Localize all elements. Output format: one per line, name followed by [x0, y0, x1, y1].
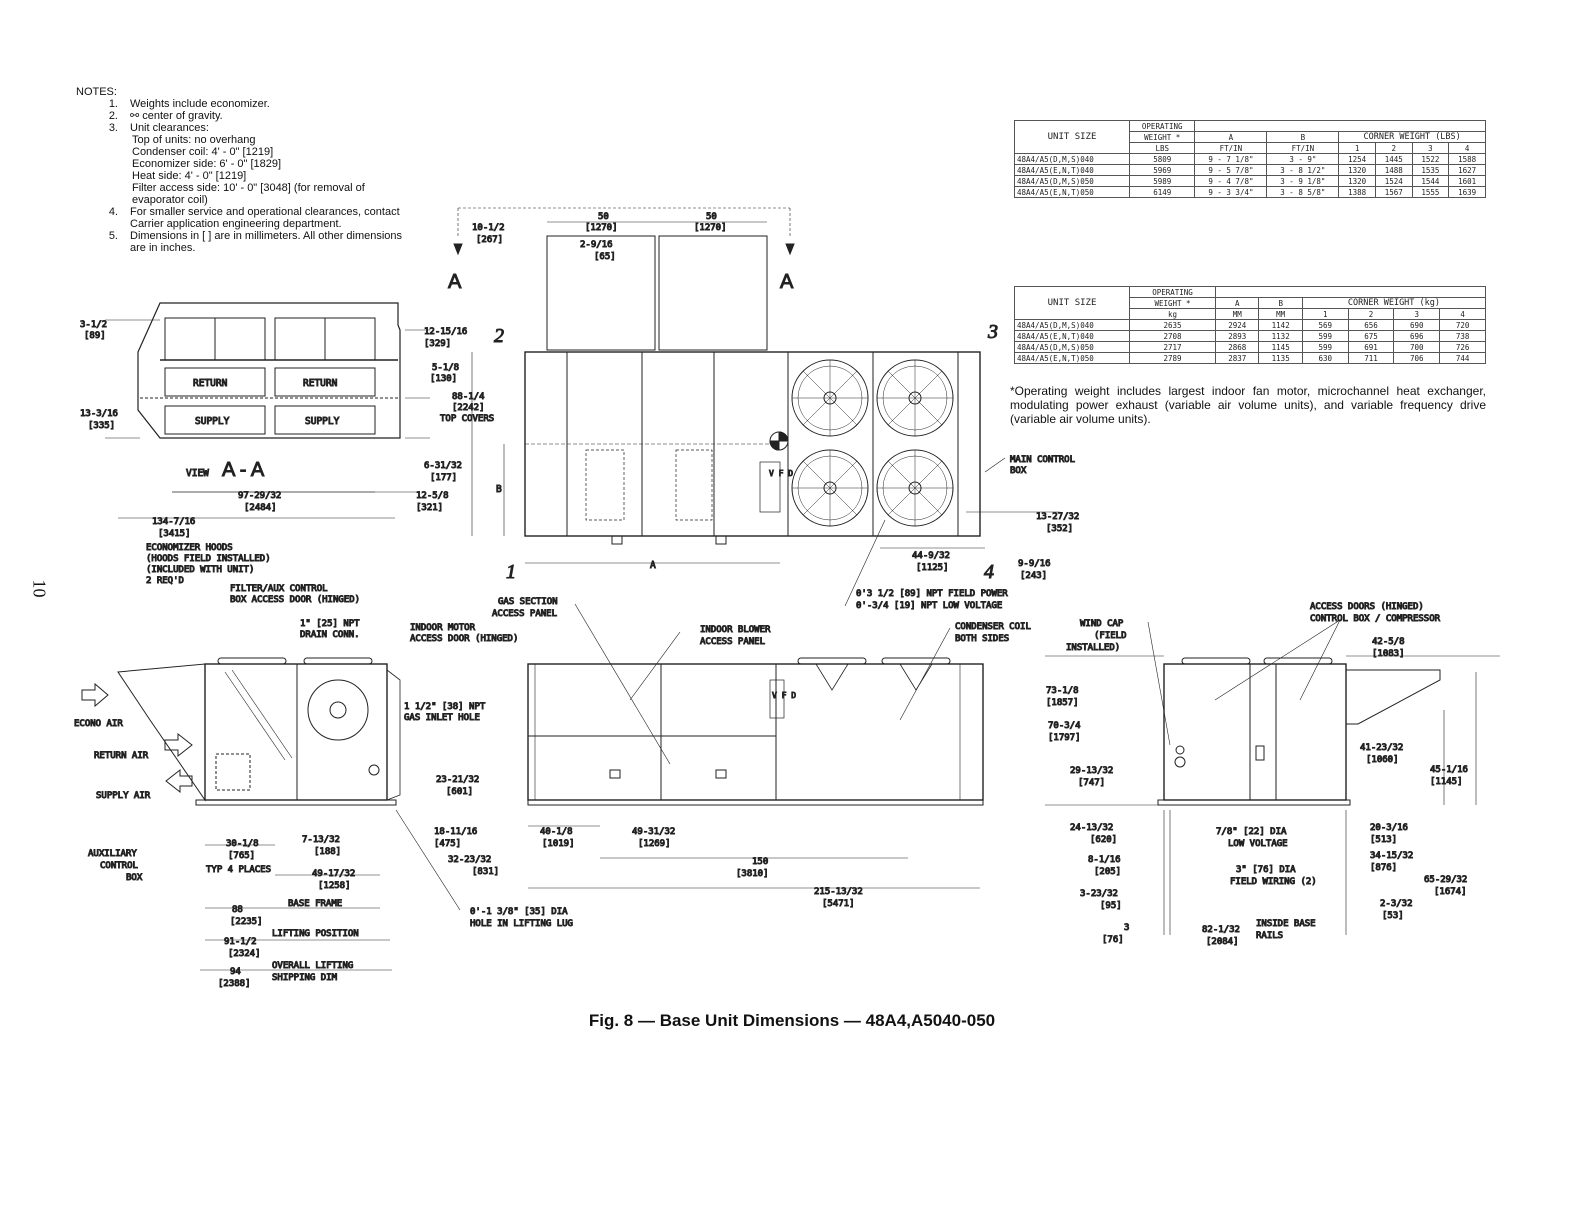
table-cell: 2837	[1216, 353, 1259, 364]
dim-label: 3-1/2	[80, 320, 108, 330]
overall-lifting-label: OVERALL LIFTING	[272, 961, 354, 971]
table-cell: 2635	[1130, 320, 1216, 331]
center-of-gravity-icon	[770, 432, 788, 450]
note-item: 1. Weights include economizer.	[108, 98, 270, 110]
dim-label: 2-9/16	[580, 240, 613, 250]
dim-label: 150	[752, 857, 769, 867]
dim-label: 49-17/32	[312, 869, 356, 879]
table-header: OPERATING	[1130, 121, 1195, 132]
table-cell: 5969	[1130, 165, 1195, 176]
dim-label: 9-9/16	[1018, 559, 1051, 569]
dim-label: [352]	[1046, 524, 1074, 534]
dim-label: [1797]	[1048, 733, 1081, 743]
table-cell: 1320	[1339, 165, 1376, 176]
center-of-gravity-icon: ⚯	[130, 110, 140, 122]
corner-3-label: 3	[988, 321, 998, 343]
table-cell: 1522	[1412, 154, 1449, 165]
table-header: B	[1267, 132, 1339, 143]
table-header: B	[1259, 298, 1302, 309]
dim-label: [2324]	[228, 949, 261, 959]
table-cell: 1132	[1259, 331, 1302, 342]
dim-label: 34-15/32	[1370, 851, 1414, 861]
condenser-coil-label: BOTH SIDES	[955, 634, 1010, 644]
dim-label: 6-31/32	[424, 461, 462, 471]
dim-label: [177]	[430, 473, 458, 483]
dim-label: [5471]	[822, 899, 855, 909]
dim-label: [329]	[424, 339, 452, 349]
dim-label: [335]	[88, 421, 116, 431]
table-cell: 9 - 7 1/8"	[1195, 154, 1267, 165]
table-cell: 1135	[1259, 353, 1302, 364]
economizer-hoods-label: (HOODS FIELD INSTALLED)	[146, 554, 271, 564]
table-cell: 711	[1348, 353, 1394, 364]
dim-label: 45-1/16	[1430, 765, 1468, 775]
aux-control-label: AUXILIARY	[88, 849, 137, 859]
view-aa-view-label: VIEW	[186, 468, 209, 479]
table-cell: 3 - 8 1/2"	[1267, 165, 1339, 176]
dim-a-label: A	[650, 560, 656, 571]
table-cell: 5809	[1130, 154, 1195, 165]
dim-label: 8-1/16	[1088, 855, 1121, 865]
condenser-fan-icon	[792, 450, 868, 526]
unit-size-cell: 48A4/A5(D,M,S)050	[1015, 176, 1130, 187]
table-cell: 1488	[1375, 165, 1412, 176]
dim-label: [89]	[84, 331, 106, 341]
clearance-line: evaporator coil)	[132, 194, 208, 206]
table-cell: 1627	[1449, 165, 1486, 176]
condenser-fan-icon	[877, 450, 953, 526]
table-unit: FT/IN	[1195, 143, 1267, 154]
table-cell: 726	[1440, 342, 1486, 353]
dim-label: [601]	[446, 787, 474, 797]
dim-label: 88-1/4	[452, 392, 485, 402]
note-item: 5. Dimensions in [ ] are in millimeters. All other dimensions are in inches.	[108, 230, 403, 254]
dim-label: [65]	[594, 252, 616, 262]
indoor-motor-label: INDOOR MOTOR	[410, 623, 476, 633]
dim-label: 73-1/8	[1046, 686, 1079, 696]
dim-label: 29-13/32	[1070, 766, 1114, 776]
filter-access-label: BOX ACCESS DOOR (HINGED)	[230, 595, 361, 605]
dim-label: [1060]	[1366, 755, 1399, 765]
table-cell: 9 - 3 3/4"	[1195, 187, 1267, 198]
typ-places-label: TYP 4 PLACES	[206, 865, 272, 875]
page-number: 10	[29, 579, 50, 598]
dim-label: [831]	[472, 867, 500, 877]
return-air-label: RETURN AIR	[94, 751, 149, 761]
dim-label: [130]	[430, 374, 458, 384]
unit-size-cell: 48A4/A5(D,M,S)040	[1015, 320, 1130, 331]
view-aa	[105, 303, 430, 492]
table-unit: kg	[1130, 309, 1216, 320]
corner-4-label: 4	[984, 561, 994, 583]
table-cell: 1142	[1259, 320, 1302, 331]
dim-label: [2388]	[218, 979, 251, 989]
inside-base-rails-label: RAILS	[1256, 931, 1284, 941]
low-voltage-hole-label: LOW VOLTAGE	[1228, 839, 1288, 849]
dim-label: 91-1/2	[224, 937, 257, 947]
dim-label: [747]	[1078, 778, 1106, 788]
dim-label: [1269]	[638, 839, 671, 849]
indoor-blower-label: INDOOR BLOWER	[700, 625, 771, 635]
table-cell: 2717	[1130, 342, 1216, 353]
table-header: UNIT SIZE	[1015, 121, 1130, 154]
table-unit: FT/IN	[1267, 143, 1339, 154]
clearance-line: Condenser coil: 4' - 0" [1219]	[132, 146, 274, 158]
table-cell: 2789	[1130, 353, 1216, 364]
dim-label: 2-3/32	[1380, 899, 1413, 909]
economizer-hoods-label: 2 REQ'D	[146, 576, 184, 586]
base-frame-label: BASE FRAME	[288, 899, 343, 909]
unit-size-cell: 48A4/A5(E,N,T)050	[1015, 187, 1130, 198]
table-cell: 2868	[1216, 342, 1259, 353]
unit-size-cell: 48A4/A5(D,M,S)050	[1015, 342, 1130, 353]
table-header: A	[1216, 298, 1259, 309]
dim-label: [3810]	[736, 869, 769, 879]
dim-label: [1125]	[916, 563, 949, 573]
table-cell: 656	[1348, 320, 1394, 331]
table-cell: 1445	[1375, 154, 1412, 165]
aux-control-label: CONTROL	[100, 861, 138, 871]
dim-label: [321]	[416, 503, 444, 513]
econo-air-label: ECONO AIR	[74, 719, 123, 729]
table-header: CORNER WEIGHT (kg)	[1302, 298, 1485, 309]
supply-air-label: SUPPLY AIR	[96, 791, 151, 801]
indoor-blower-label: ACCESS PANEL	[700, 637, 766, 647]
table-cell: 1567	[1375, 187, 1412, 198]
dim-label: 24-13/32	[1070, 823, 1114, 833]
dim-label: 42-5/8	[1372, 637, 1405, 647]
low-voltage-hole-label: 7/8" [22] DIA	[1216, 827, 1287, 837]
dim-label: [1019]	[542, 839, 575, 849]
dim-label: 215-13/32	[814, 887, 863, 897]
condenser-fan-icon	[792, 360, 868, 436]
note-item: 4. For smaller service and operational clearances, contact Carrier application engineering department.	[108, 206, 400, 230]
table-header: OPERATING	[1130, 287, 1216, 298]
dim-label: [1270]	[694, 223, 727, 233]
section-a-marker-right: A	[780, 271, 794, 293]
dim-label: [205]	[1094, 867, 1122, 877]
table-cell: 569	[1302, 320, 1348, 331]
table-unit: MM	[1259, 309, 1302, 320]
view-aa-supply-label: SUPPLY	[195, 416, 230, 427]
table-cell: 599	[1302, 331, 1348, 342]
dim-b-label: B	[496, 484, 502, 495]
wind-cap-label: INSTALLED)	[1066, 643, 1121, 653]
access-doors-label: ACCESS DOORS (HINGED)	[1310, 602, 1424, 612]
table-header: WEIGHT *	[1130, 132, 1195, 143]
indoor-motor-label: ACCESS DOOR (HINGED)	[410, 634, 519, 644]
table-cell: 2708	[1130, 331, 1216, 342]
corner-2-label: 2	[494, 325, 504, 347]
condenser-coil-label: CONDENSER COIL	[955, 622, 1031, 632]
table-cell: 5989	[1130, 176, 1195, 187]
lifting-lug-label: 0'-1 3/8" [35] DIA	[470, 907, 568, 917]
table-cell: 738	[1440, 331, 1486, 342]
table-cell: 1388	[1339, 187, 1376, 198]
wind-cap-label: WIND CAP	[1080, 619, 1124, 629]
table-cell: 3 - 9 1/8"	[1267, 176, 1339, 187]
table-cell: 691	[1348, 342, 1394, 353]
gas-inlet-label: GAS INLET HOLE	[404, 713, 480, 723]
unit-size-cell: 48A4/A5(E,N,T)050	[1015, 353, 1130, 364]
dim-label: [2484]	[244, 503, 277, 513]
dim-label: 70-3/4	[1048, 721, 1081, 731]
dim-label: [513]	[1370, 835, 1398, 845]
table-unit: 2	[1348, 309, 1394, 320]
table-cell: 700	[1394, 342, 1440, 353]
table-unit: 1	[1339, 143, 1376, 154]
dim-label: [3415]	[158, 529, 191, 539]
dim-label: 97-29/32	[238, 491, 282, 501]
dim-label: 65-29/32	[1424, 875, 1468, 885]
dim-label: [475]	[434, 839, 462, 849]
dim-label: [2084]	[1206, 937, 1239, 947]
weight-footnote: *Operating weight includes largest indoor fan motor, microchannel heat exchanger, modulating power exhaust (variable air volume units), and variable frequency drive (variable air volume units).	[1010, 384, 1486, 426]
main-control-box-label: BOX	[1010, 466, 1027, 476]
corner-1-label: 1	[506, 561, 516, 583]
table-cell: 1320	[1339, 176, 1376, 187]
table-header: A	[1195, 132, 1267, 143]
dim-label: 88	[232, 905, 243, 915]
table-cell: 3 - 9"	[1267, 154, 1339, 165]
condenser-fan-icon	[877, 360, 953, 436]
dim-label: [1083]	[1372, 649, 1405, 659]
table-cell: 696	[1394, 331, 1440, 342]
dim-label: [267]	[476, 235, 504, 245]
table-cell: 2924	[1216, 320, 1259, 331]
dim-label: 5-1/8	[432, 363, 460, 373]
table-cell: 3 - 8 5/8"	[1267, 187, 1339, 198]
dim-label: [1857]	[1046, 698, 1079, 708]
filter-access-label: FILTER/AUX CONTROL	[230, 584, 328, 594]
dim-label: 82-1/32	[1202, 925, 1240, 935]
dim-label: [1258]	[318, 881, 351, 891]
table-cell: 1588	[1449, 154, 1486, 165]
table-cell: 1544	[1412, 176, 1449, 187]
table-header: CORNER WEIGHT (LBS)	[1339, 132, 1486, 143]
table-cell: 1145	[1259, 342, 1302, 353]
dim-label: [188]	[314, 847, 342, 857]
view-aa-return-label: RETURN	[303, 378, 338, 389]
table-unit: MM	[1216, 309, 1259, 320]
dim-label: 32-23/32	[448, 855, 492, 865]
table-cell: 1639	[1449, 187, 1486, 198]
note-item: 3. Unit clearances:	[108, 122, 209, 134]
view-aa-supply-label: SUPPLY	[305, 416, 340, 427]
plan-view	[454, 208, 1060, 606]
dim-label: 18-11/16	[434, 827, 478, 837]
drain-label: 1" [25] NPT	[300, 619, 360, 629]
dim-label: [1270]	[585, 223, 618, 233]
field-wiring-label: 3" [76] DIA	[1236, 865, 1296, 875]
dim-label: 23-21/32	[436, 775, 480, 785]
dim-label: 49-31/32	[632, 827, 676, 837]
dim-label: 12-15/16	[424, 327, 468, 337]
clearance-line: Filter access side: 10' - 0" [3048] (for removal of	[132, 182, 365, 194]
low-voltage-label: 0'-3/4 [19] NPT LOW VOLTAGE	[856, 601, 1003, 611]
dim-label: 3-23/32	[1080, 889, 1118, 899]
unit-size-cell: 48A4/A5(E,N,T)040	[1015, 331, 1130, 342]
dim-label: 7-13/32	[302, 835, 340, 845]
dim-label: [76]	[1102, 935, 1124, 945]
table-cell: 630	[1302, 353, 1348, 364]
table-cell: 1254	[1339, 154, 1376, 165]
table-cell: 1555	[1412, 187, 1449, 198]
gas-section-label: ACCESS PANEL	[492, 609, 558, 619]
dim-label: TOP COVERS	[440, 414, 495, 424]
inside-base-rails-label: INSIDE BASE	[1256, 919, 1316, 929]
clearance-line: Economizer side: 6' - 0" [1829]	[132, 158, 282, 170]
table-header: WEIGHT *	[1130, 298, 1216, 309]
view-aa-letter: A - A	[222, 459, 265, 481]
table-unit: 3	[1412, 143, 1449, 154]
table-cell: 1535	[1412, 165, 1449, 176]
table-unit: 2	[1375, 143, 1412, 154]
field-power-label: 0'3 1/2 [89] NPT FIELD POWER	[856, 589, 1008, 599]
table-cell: 2893	[1216, 331, 1259, 342]
clearance-line: Top of units: no overhang	[132, 134, 256, 146]
section-a-marker-left: A	[448, 271, 462, 293]
gas-inlet-label: 1 1/2" [38] NPT	[404, 702, 486, 712]
main-control-box-label: MAIN CONTROL	[1010, 455, 1076, 465]
dim-label: 13-3/16	[80, 409, 118, 419]
access-doors-label: CONTROL BOX / COMPRESSOR	[1310, 614, 1441, 624]
dim-label: 50	[706, 212, 717, 222]
economizer-hoods-label: (INCLUDED WITH UNIT)	[146, 565, 255, 575]
clearance-line: Heat side: 4' - 0" [1219]	[132, 170, 247, 182]
note-item: 2. ⚯ center of gravity.	[108, 110, 223, 122]
dim-label: 13-27/32	[1036, 512, 1080, 522]
table-cell: 6149	[1130, 187, 1195, 198]
dim-label: 41-23/32	[1360, 743, 1404, 753]
dim-label: [2242]	[452, 403, 485, 413]
dim-label: [243]	[1020, 571, 1048, 581]
dim-label: 44-9/32	[912, 551, 950, 561]
view-aa-return-label: RETURN	[193, 378, 228, 389]
dim-label: 12-5/8	[416, 491, 449, 501]
lifting-position-label: LIFTING POSITION	[272, 929, 359, 939]
vfd-label: V F D	[772, 691, 797, 700]
aux-control-label: BOX	[126, 873, 143, 883]
vfd-label: V F D	[769, 469, 794, 478]
field-wiring-label: FIELD WIRING (2)	[1230, 877, 1317, 887]
overall-lifting-label: SHIPPING DIM	[272, 973, 338, 983]
dim-label: 50	[598, 212, 609, 222]
dim-label: [765]	[228, 851, 256, 861]
dim-label: [2235]	[230, 917, 263, 927]
wind-cap-label: (FIELD	[1094, 631, 1127, 641]
table-cell: 1524	[1375, 176, 1412, 187]
gas-section-label: GAS SECTION	[498, 597, 558, 607]
figure-caption: Fig. 8 — Base Unit Dimensions — 48A4,A5040-050	[588, 1011, 996, 1030]
unit-size-cell: 48A4/A5(E,N,T)040	[1015, 165, 1130, 176]
table-cell: 675	[1348, 331, 1394, 342]
drain-label: DRAIN CONN.	[300, 630, 360, 640]
dim-label: [95]	[1100, 901, 1122, 911]
table-unit: 4	[1440, 309, 1486, 320]
dim-label: [876]	[1370, 863, 1398, 873]
dim-label: 3	[1124, 923, 1130, 933]
table-cell: 9 - 4 7/8"	[1195, 176, 1267, 187]
dim-label: 94	[230, 967, 241, 977]
dim-label: [1674]	[1434, 887, 1467, 897]
economizer-hoods-label: ECONOMIZER HOODS	[146, 543, 233, 553]
lifting-lug-label: HOLE IN LIFTING LUG	[470, 919, 573, 929]
table-unit: 3	[1394, 309, 1440, 320]
dim-label: [53]	[1382, 911, 1404, 921]
table-unit: 4	[1449, 143, 1486, 154]
table-cell: 690	[1394, 320, 1440, 331]
table-header: UNIT SIZE	[1015, 287, 1130, 320]
dim-label: 30-1/8	[226, 839, 259, 849]
dim-label: 134-7/16	[152, 517, 196, 527]
unit-size-cell: 48A4/A5(D,M,S)040	[1015, 154, 1130, 165]
table-cell: 599	[1302, 342, 1348, 353]
notes-heading: NOTES:	[76, 86, 117, 98]
table-unit: 1	[1302, 309, 1348, 320]
table-cell: 9 - 5 7/8"	[1195, 165, 1267, 176]
dim-label: [620]	[1090, 835, 1118, 845]
table-cell: 744	[1440, 353, 1486, 364]
dim-label: 10-1/2	[472, 223, 505, 233]
table-cell: 706	[1394, 353, 1440, 364]
dim-label: 40-1/8	[540, 827, 573, 837]
table-cell: 1601	[1449, 176, 1486, 187]
table-unit: LBS	[1130, 143, 1195, 154]
dim-label: 20-3/16	[1370, 823, 1408, 833]
dim-label: [1145]	[1430, 777, 1463, 787]
table-cell: 720	[1440, 320, 1486, 331]
